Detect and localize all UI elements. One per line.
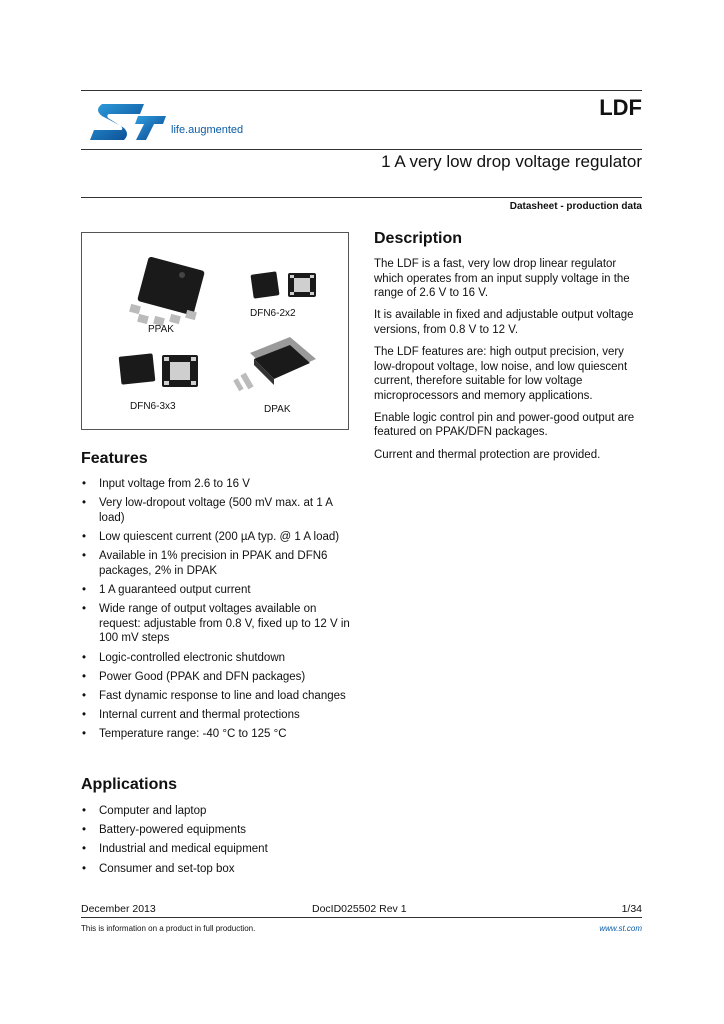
dfn6-2x2-package-image	[248, 269, 320, 301]
dpak-label: DPAK	[264, 404, 291, 415]
dfn6-3x3-package-image	[118, 351, 202, 391]
description-paragraph: Current and thermal protection are provided.	[374, 448, 601, 461]
applications-heading: Applications	[81, 776, 178, 793]
footer-date: December 2013	[81, 903, 156, 915]
applications-list	[81, 804, 353, 881]
description-paragraph: The LDF features are: high output precision, very low-dropout voltage, low noise, and low quiescent current, therefore suitable for low voltage microprocessors and memory applications.	[374, 345, 628, 402]
application-item: • Industrial and medical equipment	[81, 842, 353, 857]
st-logo-icon	[88, 98, 168, 146]
application-item: • Battery-powered equipments	[81, 823, 353, 838]
footer-page-number: 1/34	[621, 903, 642, 915]
description-body	[374, 257, 642, 470]
description-paragraph: The LDF is a fast, very low drop linear regulator which operates from an input supply voltage in the range of 2.6 V to 16 V.	[374, 258, 630, 300]
ppak-package-image	[120, 255, 212, 333]
dfn6-2x2-label: DFN6-2x2	[250, 308, 296, 319]
dpak-package-image	[230, 333, 322, 397]
description-paragraph: Enable logic control pin and power-good output are featured on PPAK/DFN packages.	[374, 411, 635, 439]
feature-item: • Very low-dropout voltage (500 mV max. at 1 A load)	[81, 496, 353, 525]
feature-item: • Logic-controlled electronic shutdown	[81, 651, 353, 666]
footer-doc-id: DocID025502 Rev 1	[312, 903, 407, 915]
ppak-label: PPAK	[148, 324, 174, 335]
datasheet-tag: Datasheet - production data	[509, 201, 642, 212]
application-item: • Consumer and set-top box	[81, 862, 353, 877]
brand-tagline: life.augmented	[171, 124, 244, 136]
footer-note: This is information on a product in full production.	[81, 924, 256, 933]
feature-item: • Power Good (PPAK and DFN packages)	[81, 670, 353, 685]
feature-item: • 1 A guaranteed output current	[81, 583, 353, 598]
feature-item: • Fast dynamic response to line and load changes	[81, 689, 353, 704]
feature-item: • Input voltage from 2.6 to 16 V	[81, 477, 353, 492]
description-paragraph: It is available in fixed and adjustable output voltage versions, from 0.8 V to 12 V.	[374, 309, 634, 336]
header-bottom-rule	[81, 197, 642, 198]
feature-item: • Wide range of output voltages available on request: adjustable from 0.8 V, fixed up to 12 V in 100 mV steps	[81, 602, 353, 646]
product-title: LDF	[599, 95, 642, 120]
footer-url-link[interactable]: www.st.com	[599, 924, 642, 933]
feature-item: • Available in 1% precision in PPAK and DFN6 packages, 2% in DPAK	[81, 549, 353, 578]
feature-item: • Low quiescent current (200 µA typ. @ 1 A load)	[81, 530, 353, 545]
product-subtitle: 1 A very low drop voltage regulator	[381, 152, 642, 171]
features-list	[81, 477, 353, 746]
st-logo[interactable]	[88, 98, 260, 146]
features-heading: Features	[81, 450, 148, 467]
description-heading: Description	[374, 230, 463, 247]
footer-rule	[81, 917, 642, 918]
header-middle-rule	[81, 149, 642, 150]
package-figure	[81, 232, 349, 430]
feature-item: • Internal current and thermal protections	[81, 708, 353, 723]
dfn6-3x3-label: DFN6-3x3	[130, 401, 176, 412]
application-item: • Computer and laptop	[81, 804, 353, 819]
header-top-rule	[81, 90, 642, 91]
feature-item: • Temperature range: -40 °C to 125 °C	[81, 727, 353, 742]
